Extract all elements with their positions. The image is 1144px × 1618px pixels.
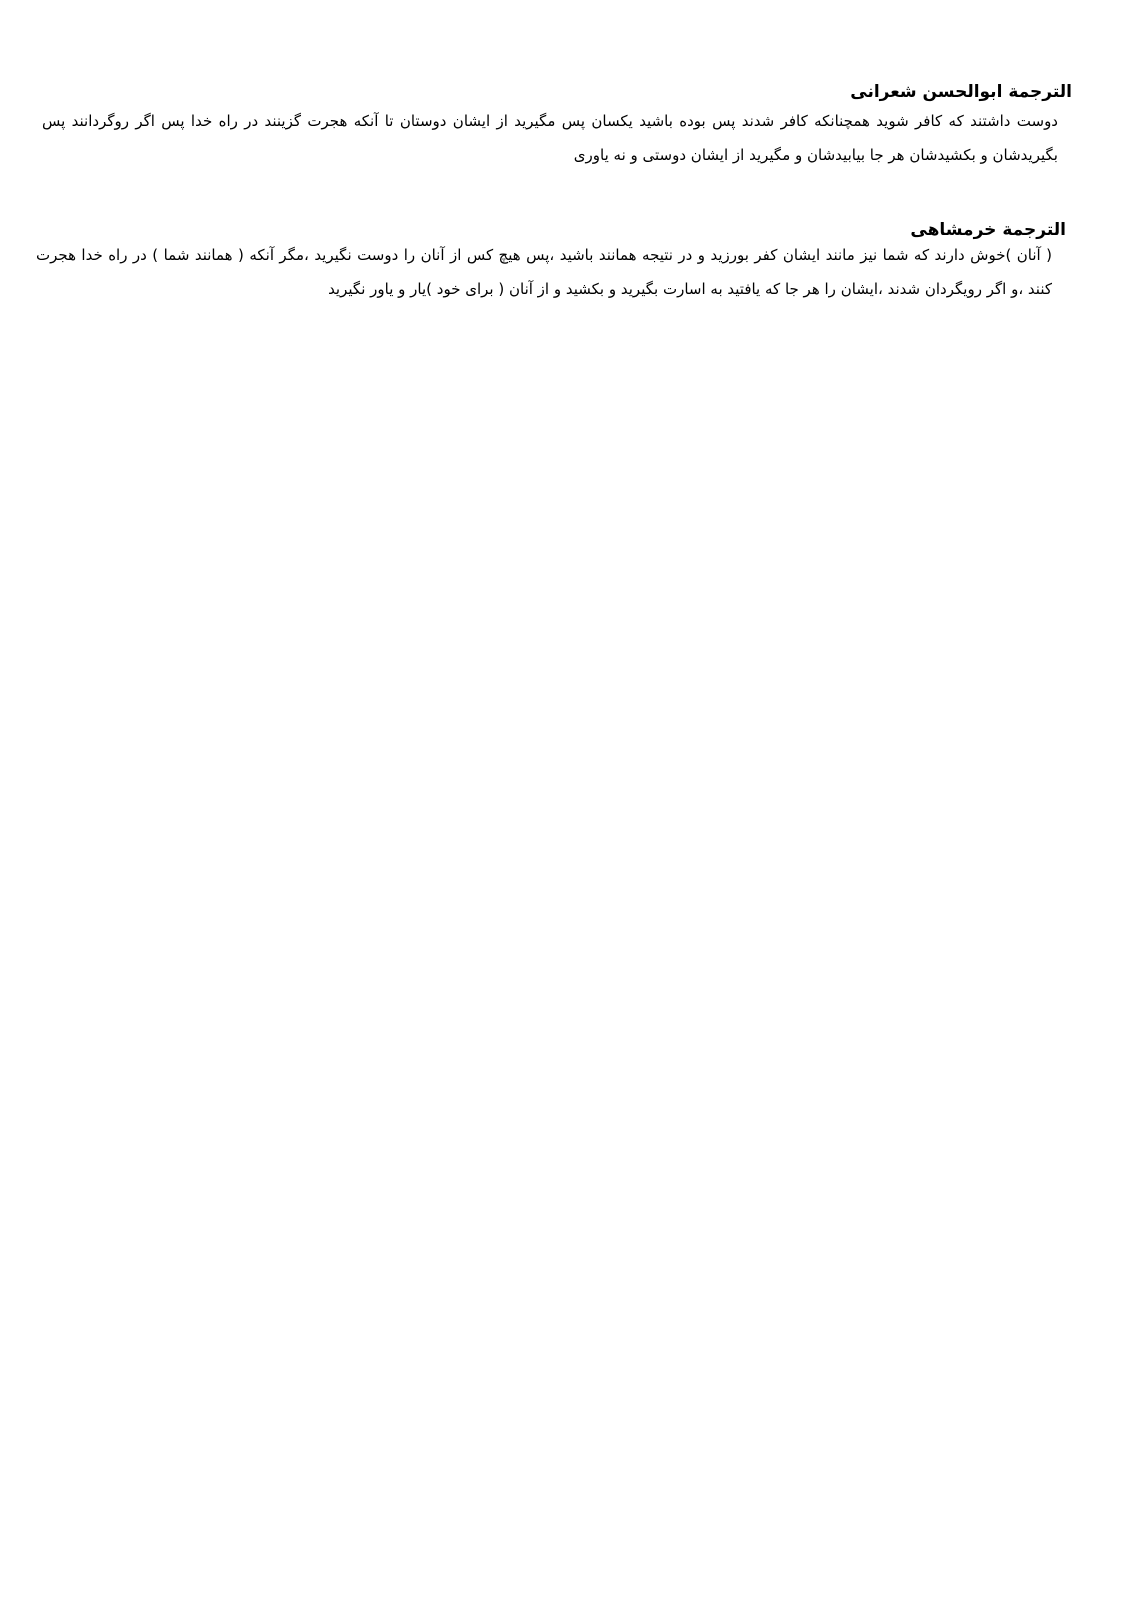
translation-section-sharani [42, 80, 1072, 172]
section-heading: الترجمة خرمشاهی [910, 220, 1066, 240]
section-body-text: ( آنان )خوش دارند كه شما نيز مانند ايشان كفر بورزيد و در نتيجه همانند باشيد ،پس هيچ كس از آنان را دوست نگيريد ،مگر آنكه ( همانند شما ) در راه خدا هجرت كنند ،و اگر رويگردان شدند ،ايشان را هر جا كه يافتيد به اسارت بگيريد و بكشيد و از آنان ( براى خود )يار و ياور نگيريد [36, 246, 1052, 298]
section-body-text: دوست داشتند كه كافر شويد همچنانكه كافر شدند پس بوده باشيد يكسان پس مگيريد از ايشان دوستان تا آنكه هجرت گزينند در راه خدا پس اگر روگردانند پس بگيريدشان و بكشيدشان هر جا بيابيدشان و مگيريد از ايشان دوستى و نه ياورى [42, 112, 1058, 164]
translation-section-khorramshahi [36, 218, 1066, 306]
section-heading: الترجمة ابوالحسن شعرانی [850, 82, 1072, 102]
